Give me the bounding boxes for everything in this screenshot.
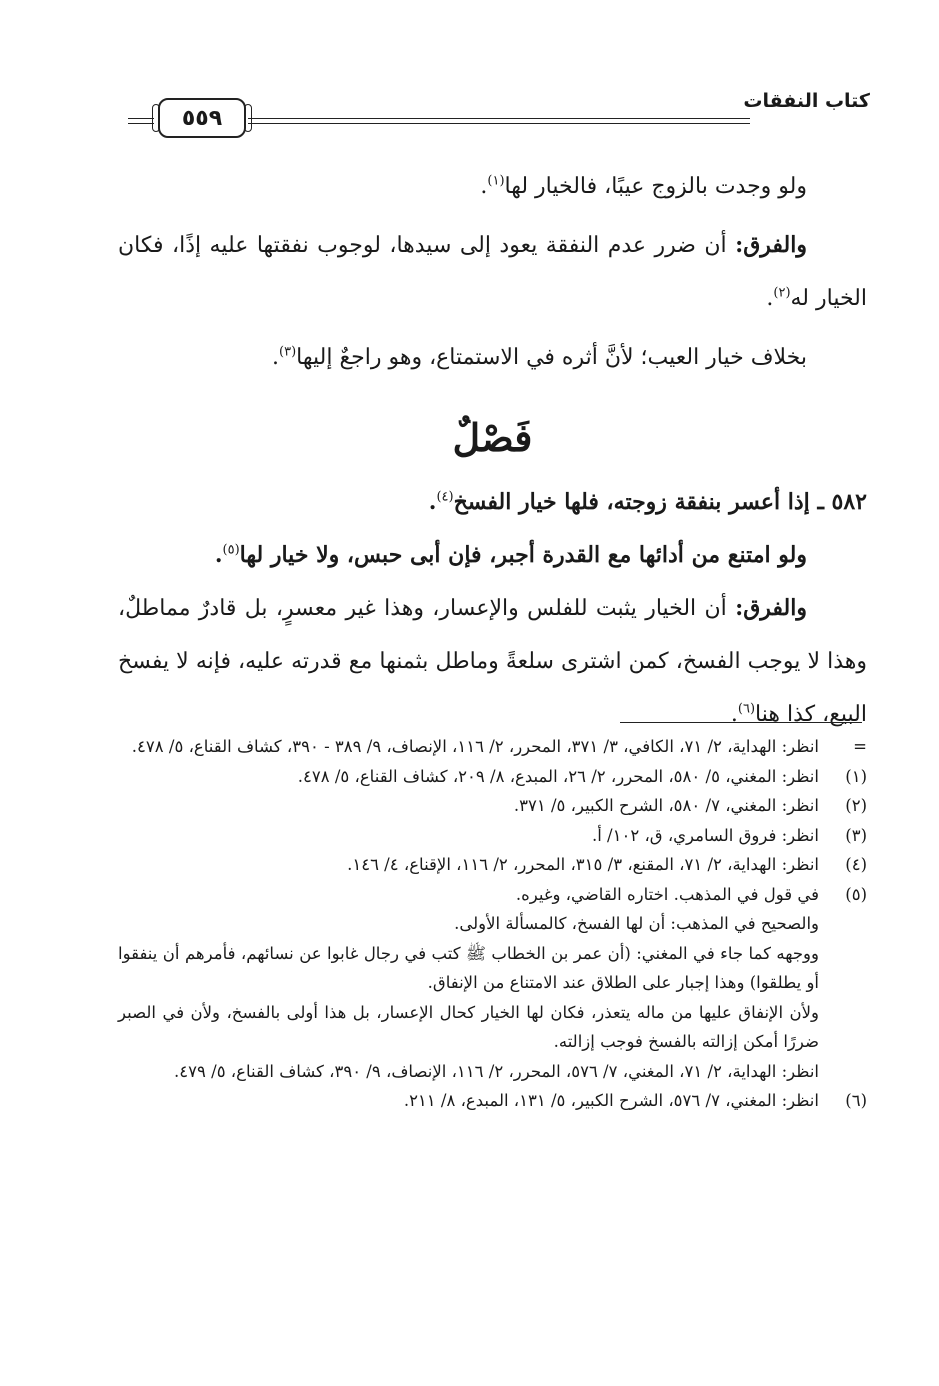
- header-rule: [248, 123, 750, 124]
- header-rule: [248, 118, 750, 119]
- footnote-marker: (٦): [845, 1091, 867, 1110]
- issue-statement: [118, 476, 867, 529]
- footnote-text: انظر: الهداية، ٢/ ٧١، الكافي، ٣/ ٣٧١، المحرر، ٢/ ١١٦، الإنصاف، ٩/ ٣٨٩ - ٣٩٠، كشاف القناع، ٥/ ٤٧٨.: [131, 737, 819, 756]
- paragraph-text: أن الخيار يثبت للفلس والإعسار، وهذا غير معسرٍ، بل قادرٌ مماطلٌ، وهذا لا يوجب الفسخ، كمن اشترى سلعةً وماطل بثمنها مع قدرته عليه، فإنه لا يفسخ البيع، كذا هنا: [118, 596, 867, 727]
- footnote-marker: (١): [845, 766, 867, 786]
- paragraph-text: ولو وجدت بالزوج عيبًا، فالخيار لها: [504, 174, 807, 199]
- paragraph: [118, 582, 867, 741]
- footnote-text: انظر: المغني، ٧/ ٥٨٠، الشرح الكبير، ٥/ ٣٧١.: [513, 796, 819, 815]
- footnote-marker: (٣): [845, 825, 867, 845]
- footnote-text: في قول في المذهب. اختاره القاضي، وغيره.: [515, 884, 819, 904]
- footnote-ref[interactable]: (٥): [222, 542, 240, 558]
- footnote-text: ووجهه كما جاء في المغني: (أن عمر بن الخطاب ﷺ كتب في رجال غابوا عن نسائهم، فأمرهم أن ينفقوا أو يطلقوا) وهذا إجبار على الطلاق عند الامتناع من الإنفاق.: [118, 943, 819, 992]
- footnote-text: انظر: فروق السامري، ق، ١٠٢/ أ.: [591, 825, 819, 845]
- period: .: [428, 489, 437, 515]
- header-rule: [128, 123, 154, 124]
- section-heading: فَصْلٌ: [452, 415, 533, 460]
- page-number: ٥٥٩: [158, 98, 246, 138]
- footnote-ref[interactable]: (١): [487, 173, 505, 189]
- chapter-title: كتاب النفقات: [743, 90, 870, 112]
- paragraph: [118, 219, 867, 325]
- footnote-marker: =: [853, 737, 867, 756]
- keyword-farq: والفرق:: [735, 232, 807, 258]
- footnote-text: انظر: المغني، ٧/ ٥٧٦، الشرح الكبير، ٥/ ١٣١، المبدع، ٨/ ٢١١.: [403, 1091, 819, 1110]
- footnote-ref[interactable]: (٦): [737, 701, 756, 717]
- period: .: [730, 702, 738, 727]
- paragraph-text: بخلاف خيار العيب؛ لأنَّ أثره في الاستمتاع، وهو راجعٌ إليها: [296, 345, 807, 370]
- footnote-text: انظر: الهداية، ٢/ ٧١، المقنع، ٣/ ٣١٥، المحرر، ٢/ ١١٦، الإقناع، ٤/ ١٤٦.: [347, 855, 819, 874]
- keyword-farq: والفرق:: [735, 595, 807, 621]
- footnotes: [118, 732, 867, 1116]
- paragraph: [118, 529, 867, 582]
- issue-text: إذا أعسر بنفقة زوجته، فلها خيار الفسخ: [453, 489, 810, 515]
- footnote: [118, 850, 867, 880]
- period: .: [272, 345, 280, 370]
- header-rule: [128, 118, 154, 119]
- footnote: [118, 762, 867, 792]
- footnote-ref[interactable]: (٣): [279, 344, 297, 360]
- footnote: [118, 821, 867, 851]
- footnote: [118, 732, 867, 762]
- footnote-ref[interactable]: (٢): [773, 285, 791, 301]
- main-text: [118, 160, 867, 741]
- running-header: [128, 82, 870, 132]
- footnote-marker: (٢): [845, 796, 867, 815]
- footnote-ref[interactable]: (٤): [436, 489, 454, 505]
- footnote-marker: (٥): [845, 884, 867, 904]
- footnote-text: انظر: الهداية، ٢/ ٧١، المغني، ٧/ ٥٧٦، المحرر، ٢/ ١١٦، الإنصاف، ٩/ ٣٩٠، كشاف القناع، ٥/ ٤٧٩.: [174, 1061, 819, 1081]
- issue-number: ٥٨٢ ـ: [817, 489, 867, 515]
- paragraph: [118, 331, 867, 384]
- paragraph: [118, 160, 867, 213]
- footnote: [118, 791, 867, 821]
- footnote-marker: (٤): [845, 855, 867, 874]
- period: .: [766, 286, 774, 311]
- footnote-text: ولأن الإنفاق عليها من ماله يتعذر، فكان لها الخيار كحال الإعسار، بل هذا أولى بالفسخ، ولأن في الصبر ضررًا أمكن إزالته بالفسخ فوجب إزالته.: [118, 1002, 819, 1051]
- footnote-separator: [620, 722, 862, 723]
- footnote: [118, 880, 867, 1087]
- footnote: [118, 1086, 867, 1116]
- period: .: [480, 174, 488, 199]
- paragraph-text: أن ضرر عدم النفقة يعود إلى سيدها، لوجوب نفقتها عليه إذًا، فكان الخيار له: [118, 233, 867, 311]
- footnote-text: انظر: المغني، ٥/ ٥٨٠، المحرر، ٢/ ٢٦، المبدع، ٨/ ٢٠٩، كشاف القناع، ٥/ ٤٧٨.: [297, 766, 819, 786]
- period: .: [214, 542, 223, 568]
- footnote-text: والصحيح في المذهب: أن لها الفسخ، كالمسألة الأولى.: [454, 914, 819, 933]
- paragraph-text: ولو امتنع من أدائها مع القدرة أجبر، فإن أبى حبس، ولا خيار لها: [239, 542, 807, 568]
